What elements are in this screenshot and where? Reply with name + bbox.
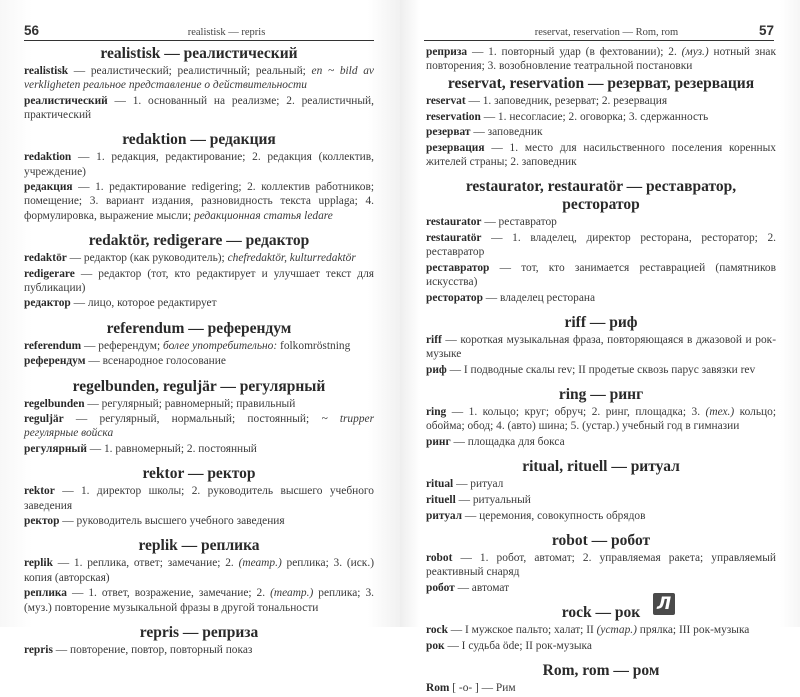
entry-text: — 1. основанный на реализме; 2. реалистичный, практический (24, 94, 374, 122)
entry-text: — короткая музыкальная фраза, повторяющаяся в джазовой и рок-музыке (426, 334, 776, 361)
page-number: 56 (24, 23, 40, 38)
dictionary-entry (426, 363, 776, 377)
entry-term: reservation (426, 110, 481, 123)
entry-text: — площадка для бокса (450, 436, 565, 449)
dictionary-entry (24, 94, 374, 122)
dictionary-entry (426, 681, 776, 695)
entry-term: replik (24, 557, 53, 570)
entry-term: redigerare (24, 267, 75, 280)
dictionary-entry (426, 231, 776, 259)
entry-term: реставратор (426, 262, 490, 275)
entry-text: — 1. место для насильственного поселения коренных жителей страны; 2. заповедник (426, 142, 776, 169)
dictionary-entry (24, 643, 374, 657)
entry-term: Rom (426, 681, 450, 694)
entry-term: restauratör (426, 232, 482, 245)
entry-text: — 1. владелец, директор ресторана, ресторатор; 2. реставратор (426, 232, 776, 259)
entry-term: robot (426, 551, 453, 564)
entry-term: realistisk (24, 65, 69, 77)
entry-text: — 1. кольцо; круг; обруч; 2. ринг, площадка; 3. (446, 406, 706, 419)
right-page-blocks (426, 75, 776, 695)
entry-label: chefredaktör, kulturredaktör (227, 251, 356, 264)
entry-text: — церемония, совокупность обрядов (462, 509, 646, 522)
entry-label: (устар.) (596, 624, 637, 637)
entry-text: — референдум; (81, 339, 163, 352)
entry-term: регулярный (24, 443, 87, 456)
running-header: realistisk — repris (187, 27, 266, 38)
entry-term: rektor (24, 485, 55, 498)
dictionary-entry (24, 397, 374, 411)
dictionary-entry (426, 94, 776, 108)
dictionary-entry (24, 180, 374, 223)
headword: ritual, rituell — ритуал (522, 458, 680, 476)
entry-text-after: кольцо; обойма; обод; 4. (авто) шина; 5. (устар.) учебный год в гимназии (426, 406, 776, 433)
header-rule (24, 40, 374, 41)
entry-text: — тот, кто занимается реставрацией (памятников искусства) (426, 262, 776, 289)
entry-text: — 1. робот, автомат; 2. управляемая ракета; управляемый реактивный снаряд (426, 551, 776, 579)
entry-text: — редактор (как руководитель); (66, 251, 228, 264)
dictionary-block (24, 45, 374, 122)
entry-term: rock (426, 624, 448, 637)
entry-text: — автомат (454, 581, 510, 594)
left-page-header (24, 22, 374, 38)
dictionary-entry (426, 493, 776, 507)
dictionary-entry (426, 405, 776, 433)
dictionary-block (426, 314, 776, 377)
dictionary-entry (24, 484, 374, 512)
right-page-header (424, 22, 774, 38)
dictionary-entry (426, 509, 776, 523)
entry-text: — руководитель высшего учебного заведения (59, 515, 285, 528)
dictionary-block (24, 232, 374, 311)
dictionary-entry (24, 150, 374, 178)
entry-term: резерват (426, 126, 471, 139)
headword: redaktion — редакция (122, 131, 276, 149)
dictionary-entry (24, 296, 374, 310)
dictionary-entry (426, 551, 776, 579)
entry-term: referendum (24, 339, 82, 352)
entry-text-after: нотный знак повторения; 3. возобновление театральной постановки (426, 46, 777, 73)
entry-text: — 1. повторный удар (в фехтовании); 2. (467, 46, 682, 58)
entry-text: — регулярный, нормальный; постоянный; (63, 413, 322, 426)
entry-term: riff (426, 334, 442, 347)
entry-text: — 1. реплика, ответ; замечание; 2. (52, 557, 239, 570)
dictionary-block (24, 537, 374, 614)
headword: riff — риф (564, 314, 638, 332)
dictionary-entry (426, 581, 776, 595)
entry-text-after: folkomröstning (277, 339, 351, 352)
entry-label: (тех.) (705, 406, 735, 419)
entry-text: — редактор (тот, кто редактирует и улучшает текст для публикации) (24, 267, 374, 294)
publisher-logo-icon: Л (653, 593, 675, 615)
entry-text: — 1. несогласие; 2. оговорка; 3. сдержанность (480, 110, 709, 123)
headword: reservat, reservation — резерват, резервация (447, 74, 755, 92)
entry-term: реплика (24, 587, 67, 600)
entry-term: реприза (426, 46, 468, 58)
headword: robot — робот (551, 531, 651, 549)
entry-text-after: реплика; 3. (иск.) копия (авторская) (24, 557, 374, 584)
dictionary-block (24, 465, 374, 528)
entry-term: repris (24, 643, 53, 656)
entry-term: regelbunden (24, 397, 85, 410)
entry-text: — ритуал (453, 478, 504, 491)
entry-text-after: прялка; III рок-музыка (636, 624, 750, 637)
page-number: 57 (758, 23, 774, 38)
dictionary-entry (24, 556, 374, 584)
entry-text: — 1. редактирование redigering; 2. коллектив работников; помещение; 3. вариант издания, разновидность текста upplaga; 4. формулировка, выражение мысли; (24, 181, 374, 222)
dictionary-entry (24, 339, 374, 353)
entry-text: — I мужское пальто; халат; II (447, 624, 597, 637)
entry-term: redaktion (24, 151, 72, 164)
entry-label: более употребительно: (162, 339, 278, 352)
headword: repris — реприза (139, 623, 259, 641)
header-rule (424, 40, 774, 41)
entry-text: — 1. директор школы; 2. руководитель высшего учебного заведения (24, 485, 374, 512)
right-page (400, 0, 800, 694)
dictionary-entry (426, 261, 776, 289)
dictionary-block (24, 320, 374, 369)
entry-term: ritual (426, 478, 454, 491)
dictionary-entry (426, 639, 776, 653)
entry-text: — регулярный; равномерный; правильный (84, 397, 296, 410)
entry-text: — повторение, повтор, повторный показ (52, 643, 253, 656)
entry-term: редактор (24, 297, 71, 310)
headword: referendum — референдум (106, 319, 292, 337)
dictionary-block (24, 624, 374, 657)
dictionary-entry (24, 412, 374, 440)
headword: realistisk — реалистический (100, 45, 298, 62)
dictionary-block (426, 662, 776, 695)
headword: replik — реплика (138, 537, 260, 555)
entry-text: — 1. заповедник, резерват; 2. резервация (465, 94, 668, 107)
entry-term: рок (426, 639, 445, 652)
entry-term: reguljär (24, 413, 64, 426)
entry-text: [ -o- ] — Рим (449, 681, 516, 694)
entry-label: (театр.) (270, 587, 314, 600)
entry-term: робот (426, 581, 455, 594)
entry-text: — реалистический; реалистичный; реальный; (68, 65, 312, 77)
entry-text-after: реплика; 3. (муз.) повторение музыкальной фразы в другой тональности (24, 587, 374, 614)
dictionary-entry (426, 623, 776, 637)
dictionary-block (426, 75, 776, 170)
entry-text: — всенародное голосование (85, 355, 226, 368)
dictionary-entry (426, 215, 776, 229)
entry-term: риф (426, 364, 447, 377)
dictionary-entry (24, 354, 374, 368)
entry-term: rituell (426, 494, 456, 507)
entry-term: restaurator (426, 216, 482, 229)
headword: redaktör, redigerare — редактор (88, 231, 310, 249)
entry-term: резервация (426, 142, 485, 155)
entry-text: — владелец ресторана (482, 291, 596, 304)
dictionary-entry (426, 333, 776, 361)
dictionary-entry (24, 267, 374, 295)
entry-label: en ~ bild av verkligheten реальное представление о действительности (24, 65, 374, 92)
dictionary-block (426, 604, 776, 653)
dictionary-entry (426, 125, 776, 139)
entry-term: ring (426, 406, 447, 419)
entry-text: — I подводные скалы rev; II продетые сквозь парус завязки rev (446, 364, 756, 377)
entry-text: — лицо, которое редактирует (70, 297, 217, 310)
right-page-content (426, 45, 776, 697)
entry-label: (муз.) (681, 46, 709, 58)
dictionary-block (426, 386, 776, 449)
entry-term: редакция (24, 181, 73, 194)
headword: rock — рок (561, 604, 641, 622)
dictionary-entry (426, 110, 776, 124)
entry-text: — реставратор (481, 216, 557, 229)
entry-text: — ритуальный (455, 494, 531, 507)
continuation-entry (426, 45, 776, 73)
dictionary-block (426, 532, 776, 595)
entry-text: — I судьба öde; II рок-музыка (444, 639, 592, 652)
dictionary-entry (426, 435, 776, 449)
entry-text: — 1. равномерный; 2. постоянный (86, 443, 257, 456)
entry-text: — заповедник (470, 126, 543, 139)
dictionary-entry (426, 477, 776, 491)
entry-term: ритуал (426, 509, 463, 522)
dictionary-entry (24, 64, 374, 92)
dictionary-entry (24, 442, 374, 456)
entry-label: (театр.) (238, 557, 282, 570)
headword: rektor — ректор (142, 465, 256, 483)
dictionary-entry (426, 291, 776, 305)
entry-term: reservat (426, 94, 466, 107)
left-page (0, 0, 400, 656)
headword: regelbunden, reguljär — регулярный (72, 377, 326, 395)
entry-text: — 1. редакция, редактирование; 2. редакция (коллектив, учреждение) (24, 151, 374, 178)
running-header: reservat, reservation — Rom, rom (534, 27, 679, 38)
dictionary-entry (426, 141, 776, 169)
entry-term: ресторатор (426, 291, 483, 304)
entry-term: ринг (426, 436, 451, 449)
dictionary-block (24, 131, 374, 223)
headword: restaurator, restauratör — реставратор, ресторатор (465, 178, 737, 214)
entry-term: redaktör (24, 251, 67, 264)
headword: ring — ринг (558, 386, 644, 404)
headword: Rom, rom — ром (542, 661, 660, 679)
dictionary-entry (24, 586, 374, 614)
entry-term: реалистический (24, 94, 108, 107)
entry-label: редакционная статья ledare (194, 209, 333, 222)
left-page-content (24, 45, 374, 658)
dictionary-entry (24, 251, 374, 265)
entry-text: — 1. ответ, возражение, замечание; 2. (67, 587, 271, 600)
entry-label: ~ trupper регулярные войска (24, 413, 375, 440)
dictionary-block (24, 378, 374, 457)
dictionary-block (426, 178, 776, 305)
entry-term: ректор (24, 515, 60, 528)
entry-term: референдум (24, 355, 86, 368)
dictionary-entry (24, 514, 374, 528)
dictionary-block (426, 458, 776, 523)
